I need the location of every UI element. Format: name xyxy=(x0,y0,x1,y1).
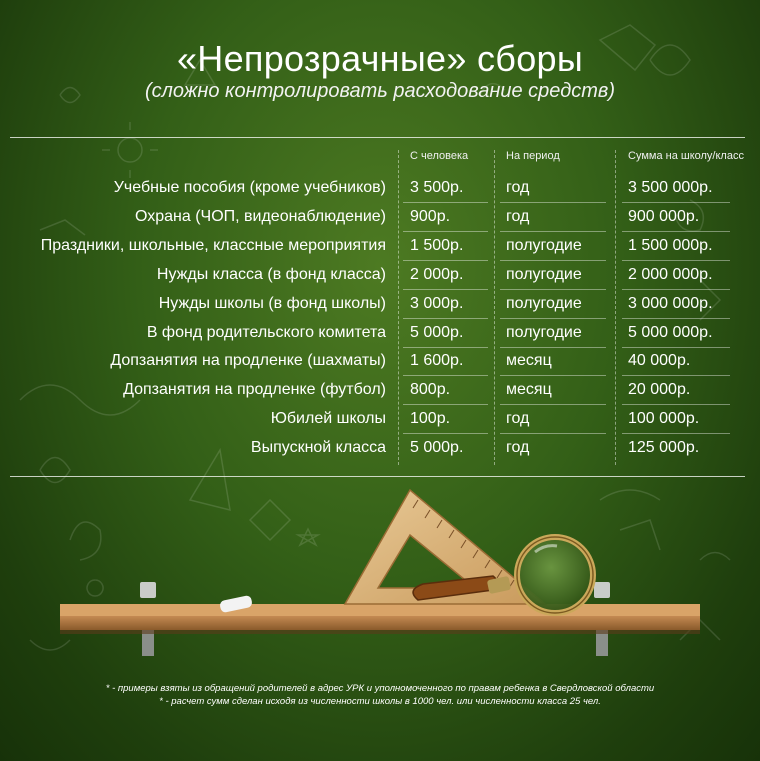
total-value: 900 000р. xyxy=(628,208,700,225)
table-row xyxy=(0,348,760,376)
period-value: полугодие xyxy=(506,295,582,312)
row-label: Выпускной класса xyxy=(250,439,386,456)
per-person-value: 3 000р. xyxy=(410,295,464,312)
total-value: 125 000р. xyxy=(628,439,700,456)
period-value: полугодие xyxy=(506,266,582,283)
row-label: Допзанятия на продленке (футбол) xyxy=(123,381,386,398)
page-subtitle: (сложно контролировать расходование средств) xyxy=(144,80,616,102)
row-label: В фонд родительского комитета xyxy=(146,324,386,341)
per-person-value: 5 000р. xyxy=(410,439,464,456)
bottom-divider xyxy=(10,476,745,477)
table-row xyxy=(0,377,760,405)
per-person-value: 1 600р. xyxy=(410,352,464,369)
total-value: 2 000 000р. xyxy=(628,266,713,283)
total-value: 3 000 000р. xyxy=(628,295,713,312)
table-row xyxy=(0,406,760,434)
table-row xyxy=(0,204,760,232)
per-person-value: 2 000р. xyxy=(410,266,464,283)
per-person-value: 800р. xyxy=(410,381,451,398)
footnote: * - расчет сумм сделан исходя из численности школы в 1000 чел. или численности класса 25 чел. xyxy=(159,696,601,707)
table-row xyxy=(0,435,760,463)
wooden-shelf xyxy=(60,604,700,634)
total-value: 5 000 000р. xyxy=(628,324,713,341)
period-value: полугодие xyxy=(506,237,582,254)
shelf-illustration xyxy=(0,480,760,670)
table-row xyxy=(0,175,760,203)
page-title: «Непрозрачные» сборы xyxy=(176,38,584,79)
per-person-value: 100р. xyxy=(410,410,451,427)
total-value: 1 500 000р. xyxy=(628,237,713,254)
table-row xyxy=(0,320,760,348)
per-person-value: 3 500р. xyxy=(410,179,464,196)
period-value: полугодие xyxy=(506,324,582,341)
total-value: 3 500 000р. xyxy=(628,179,713,196)
period-value: год xyxy=(506,439,530,456)
total-value: 40 000р. xyxy=(628,352,691,369)
total-value: 100 000р. xyxy=(628,410,700,427)
row-label: Охрана (ЧОП, видеонаблюдение) xyxy=(134,208,386,225)
per-person-value: 5 000р. xyxy=(410,324,464,341)
per-person-value: 900р. xyxy=(410,208,451,225)
period-value: месяц xyxy=(506,352,552,369)
period-value: месяц xyxy=(506,381,552,398)
table-row xyxy=(0,233,760,261)
period-value: год xyxy=(506,179,530,196)
per-person-value: 1 500р. xyxy=(410,237,464,254)
period-value: год xyxy=(506,410,530,427)
row-label: Праздники, школьные, классные мероприятия xyxy=(40,237,386,254)
column-header-period: На период xyxy=(506,150,560,162)
row-label: Нужды класса (в фонд класса) xyxy=(156,266,386,283)
table-row xyxy=(0,262,760,290)
row-label: Нужды школы (в фонд школы) xyxy=(158,295,386,312)
row-label: Допзанятия на продленке (шахматы) xyxy=(110,352,386,369)
top-divider xyxy=(10,137,745,138)
column-header-total: Сумма на школу/класс xyxy=(628,150,744,162)
period-value: год xyxy=(506,208,530,225)
row-label: Юбилей школы xyxy=(270,410,386,427)
row-label: Учебные пособия (кроме учебников) xyxy=(113,179,386,196)
total-value: 20 000р. xyxy=(628,381,691,398)
column-header-per-person: С человека xyxy=(410,150,469,162)
footnote: * - примеры взяты из обращений родителей в адрес УРК и уполномоченного по правам ребенка в Свердловской области xyxy=(105,683,655,694)
table-row xyxy=(0,291,760,319)
